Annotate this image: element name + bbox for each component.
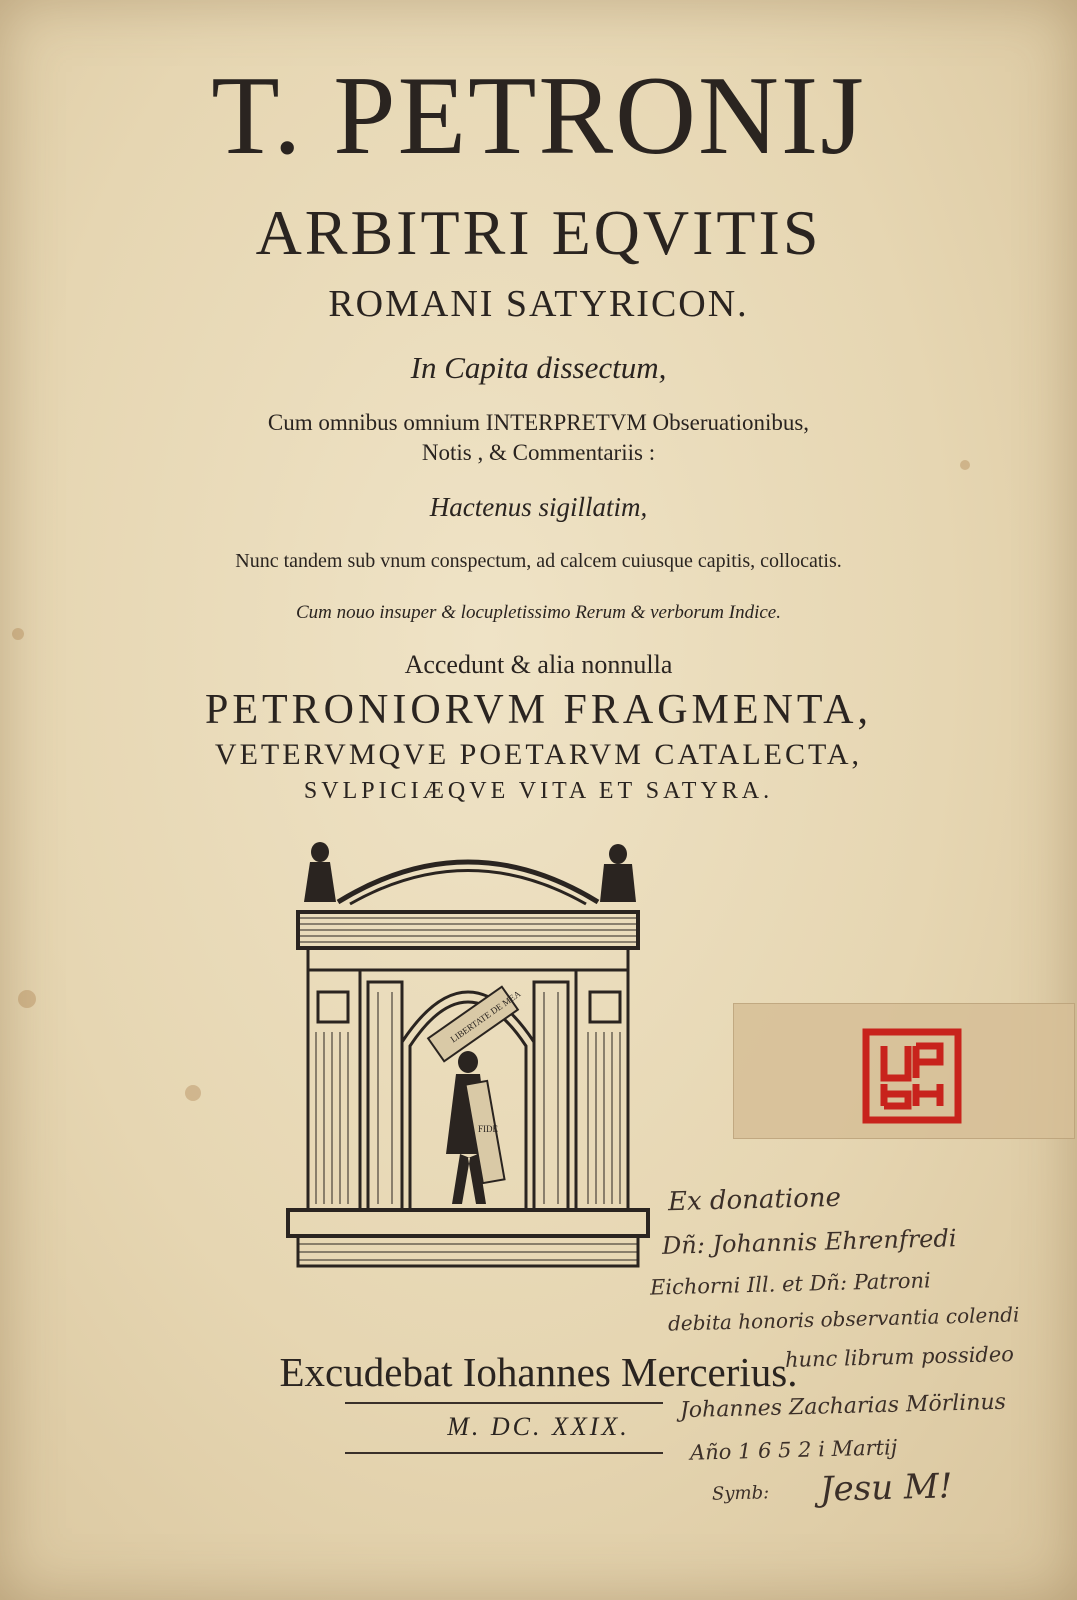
inscription-line-5: hunc librum possideo (784, 1342, 1015, 1372)
subtitle-line-2: Cum omnibus omnium INTERPRETVM Obseruationibus, (267, 410, 810, 435)
inscription-line-4: debita honoris observantia colendi (667, 1302, 1020, 1336)
additions-line-2: PETRONIORVM FRAGMENTA, (205, 687, 872, 733)
foxing-spot (185, 1085, 201, 1101)
foxing-spot (18, 990, 36, 1008)
inscription-line-1: Ex donatione (667, 1182, 842, 1218)
subtitle-line-6: Cum nouo insuper & locupletissimo Rerum & verborum Indice. (296, 602, 781, 623)
inscription-line-6: Johannes Zacharias Mörlinus (679, 1389, 1007, 1424)
rule-bottom (345, 1452, 663, 1454)
printers-device-woodcut (278, 832, 658, 1272)
subtitle-line-5: Nunc tandem sub vnum conspectum, ad calcem cuiusque capitis, collocatis. (235, 550, 842, 572)
inscription-line-2: Dñ: Johannis Ehrenfredi (661, 1224, 957, 1260)
subtitle-line-1: In Capita dissectum, (410, 350, 667, 385)
imprint-date: M. DC. XXIX. (447, 1412, 630, 1441)
inscription-line-3: Eichorni Ill. et Dñ: Patroni (649, 1268, 932, 1300)
inscription-line-9: Jesu M! (819, 1466, 953, 1510)
title-line-1: T. PETRONIJ (211, 54, 866, 178)
woodcut-label-left: LIBERTATE DE MEA (448, 988, 523, 1045)
subtitle-line-3: Notis , & Commentariis : (421, 440, 656, 465)
woodcut-label-right: FIDE (478, 1124, 498, 1134)
inscription-line-8: Symb: (711, 1482, 770, 1505)
foxing-spot (12, 628, 24, 640)
rule-top (345, 1402, 663, 1404)
title-line-3: ROMANI SATYRICON. (328, 283, 749, 325)
library-stamp (862, 1028, 962, 1124)
additions-line-1: Accedunt & alia nonnulla (404, 650, 673, 679)
additions-line-4: SVLPICIÆQVE VITA ET SATYRA. (303, 778, 774, 804)
printer-imprint: Excudebat Iohannes Mercerius. (279, 1349, 798, 1395)
subtitle-line-4: Hactenus sigillatim, (429, 492, 648, 522)
inscription-line-7: Año 1 6 5 2 i Martij (689, 1435, 898, 1465)
additions-line-3: VETERVMQVE POETARVM CATALECTA, (214, 738, 863, 771)
title-line-2: ARBITRI EQVITIS (255, 197, 822, 268)
